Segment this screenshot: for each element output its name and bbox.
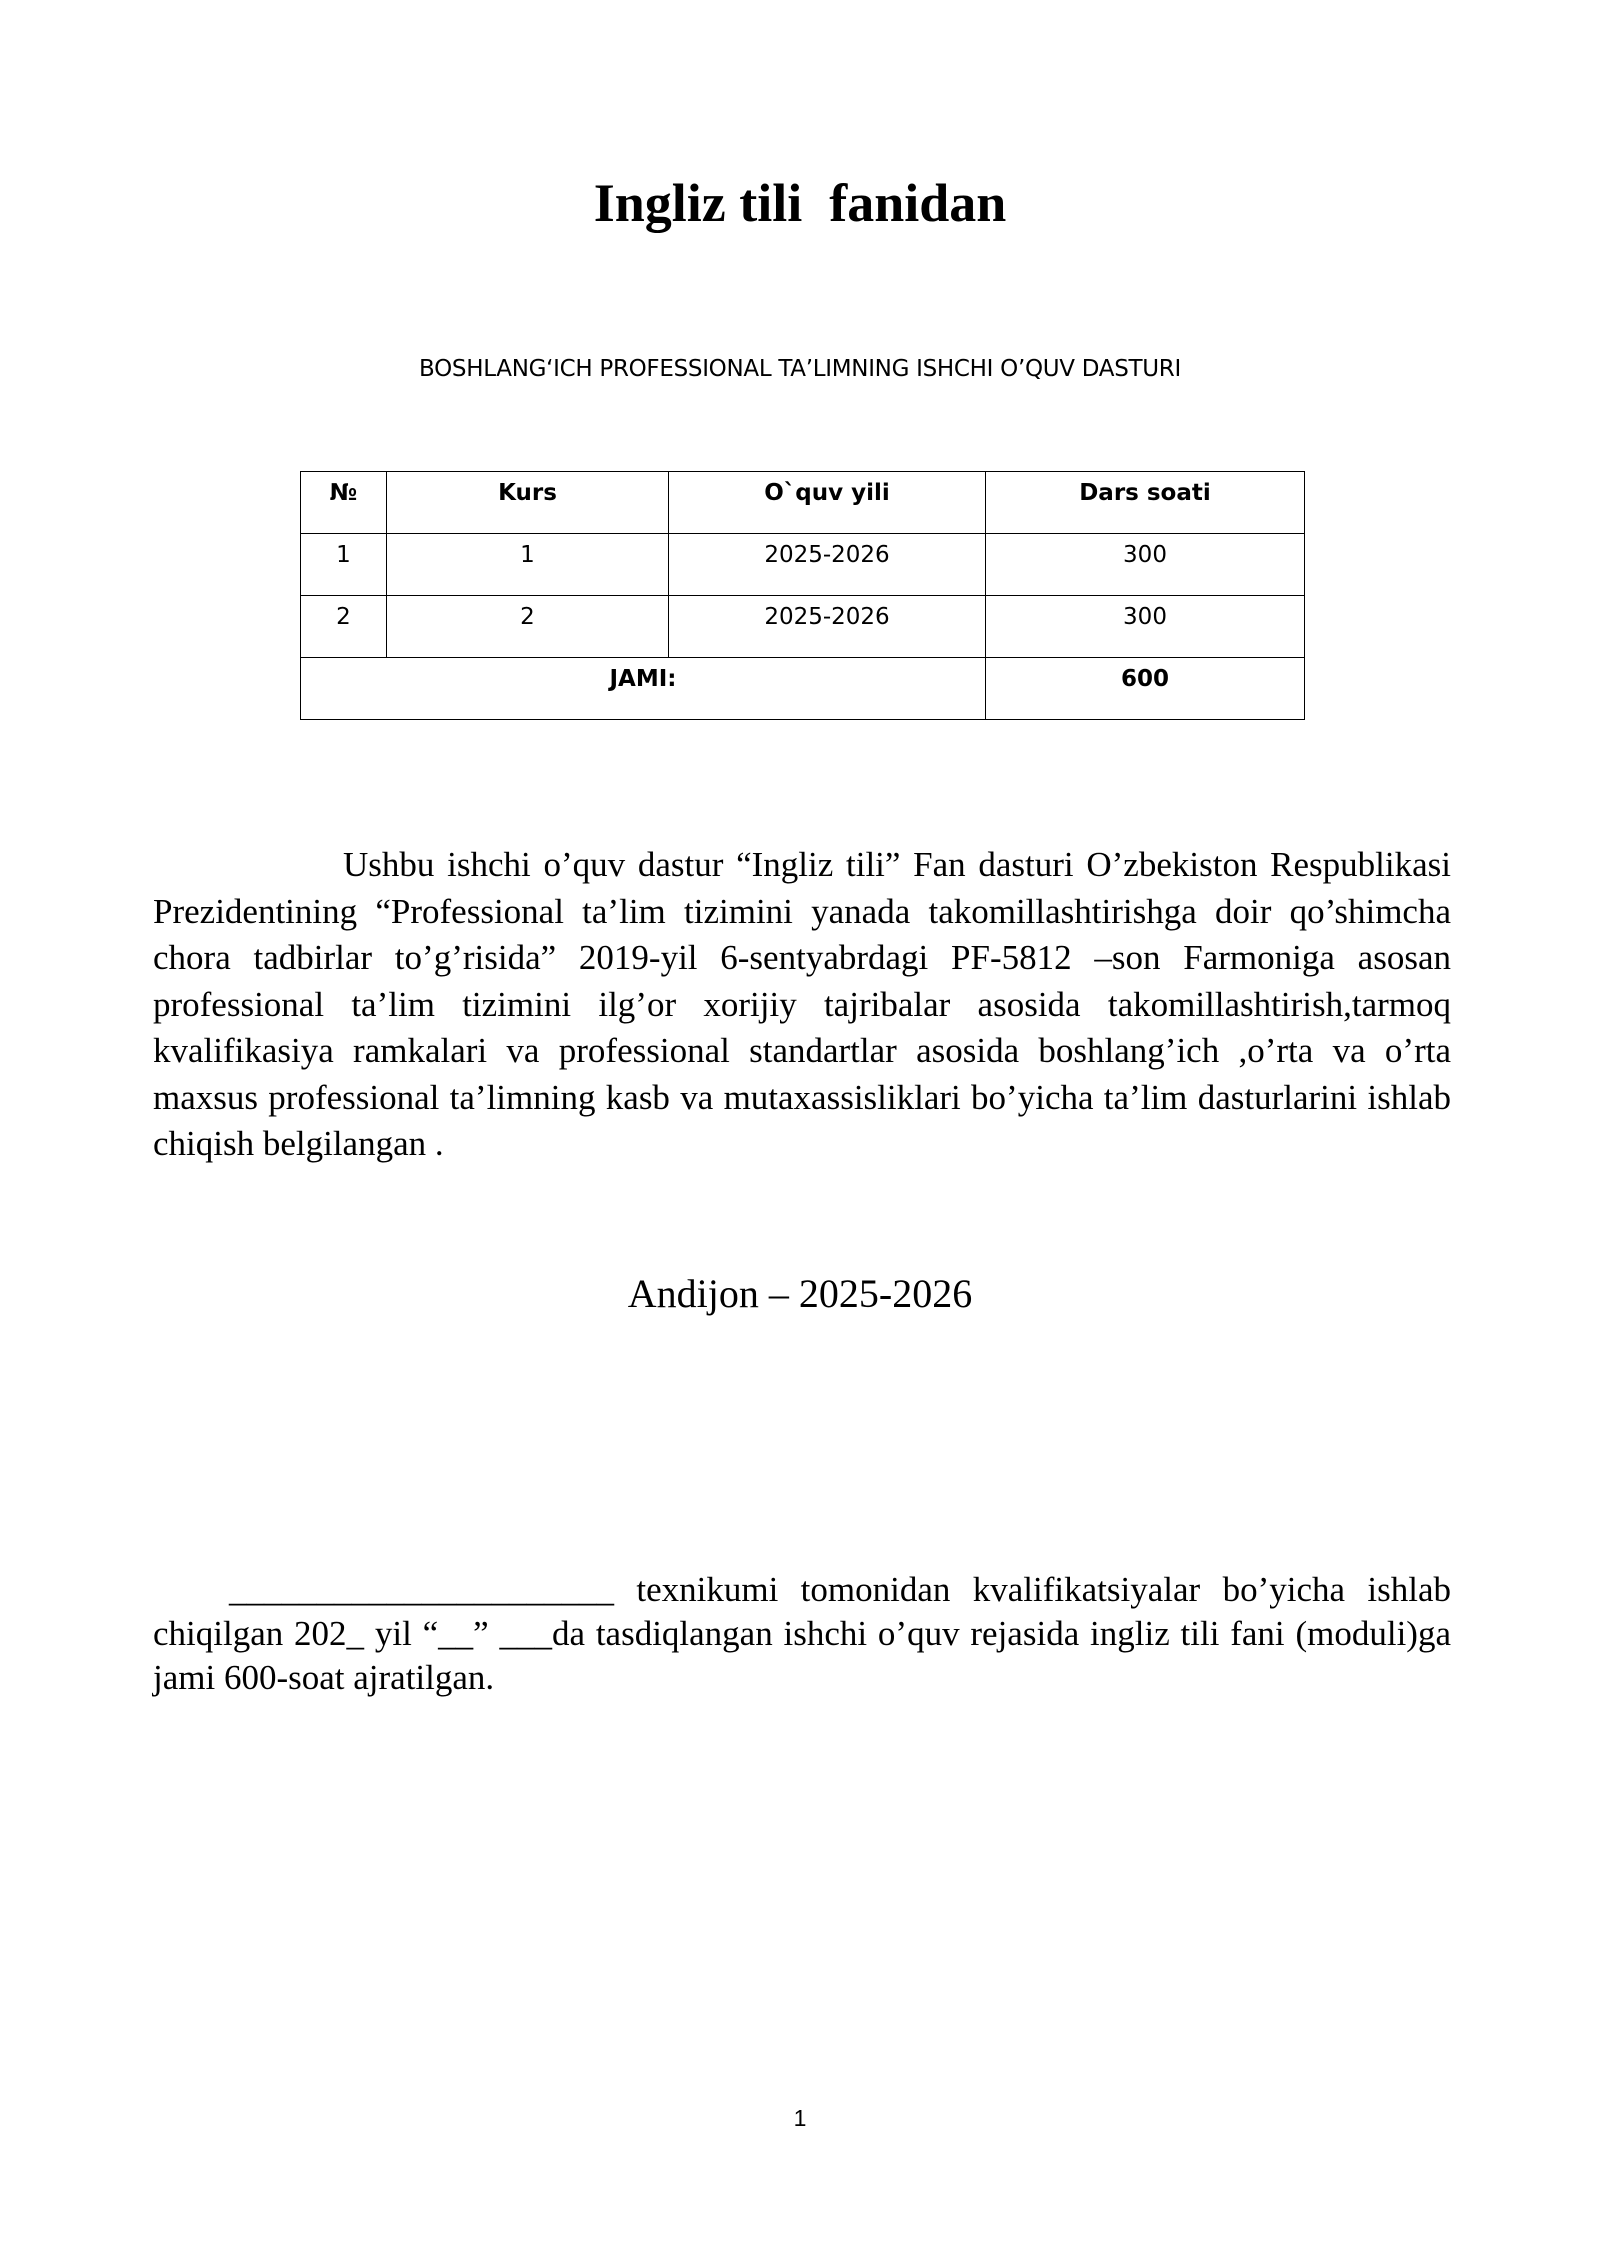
header-cell-course: Kurs: [387, 472, 669, 534]
place-year: Andijon – 2025-2026: [627, 1271, 973, 1316]
table-header-row: [301, 472, 1305, 534]
header-cell-year: O`quv yili: [669, 472, 986, 534]
hours-table: [300, 471, 1305, 720]
page-number: 1: [793, 2105, 807, 2131]
table-cell: 1: [301, 534, 387, 596]
table-cell: 300: [986, 596, 1305, 658]
document-title: Ingliz tili fanidan: [593, 173, 1007, 233]
table-row: [301, 596, 1305, 658]
table-cell: 1: [387, 534, 669, 596]
intro-paragraph: Ushbu ishchi o’quv dastur “Ingliz tili” Fan dasturi O’zbekiston Respublikasi Prezidentining “Professional ta’lim tizimini yanada takomillashtirishga doir qo’shimcha chora tadbirlar to’g’risida” 2019-yil 6-sentyabrdagi PF-5812 –son Farmoniga asosan professional ta’lim tizimini ilg’or xorijiy tajribalar asosida takomillashtirish,tarmoq kvalifikasiya ramkalari va professional standartlar asosida boshlang’ich ,o’rta va o’rta maxsus professional ta’limning kasb va mutaxassisliklari bo’yicha ta’lim dasturlarini ishlab chiqish belgilangan .: [153, 845, 1451, 1163]
table-cell: 2: [301, 596, 387, 658]
document-subtitle: BOSHLANG‘ICH PROFESSIONAL TA’LIMNING ISHCHI O’QUV DASTURI: [419, 356, 1181, 382]
total-label: JAMI:: [301, 658, 986, 720]
allocation-paragraph: ______________________ texnikumi tomonidan kvalifikatsiyalar bo’yicha ishlab chiqilgan 202_ yil “__” ___da tasdiqlangan ishchi o’quv rejasida ingliz tili fani (moduli)ga jami 600-soat ajratilgan.: [153, 1570, 1451, 1697]
table-total-row: [301, 658, 1305, 720]
header-cell-hours: Dars soati: [986, 472, 1305, 534]
header-cell-number: №: [301, 472, 387, 534]
table-cell: 2025-2026: [669, 534, 986, 596]
table-cell: 2: [387, 596, 669, 658]
total-value: 600: [986, 658, 1305, 720]
table-row: [301, 534, 1305, 596]
table-cell: 300: [986, 534, 1305, 596]
table-cell: 2025-2026: [669, 596, 986, 658]
